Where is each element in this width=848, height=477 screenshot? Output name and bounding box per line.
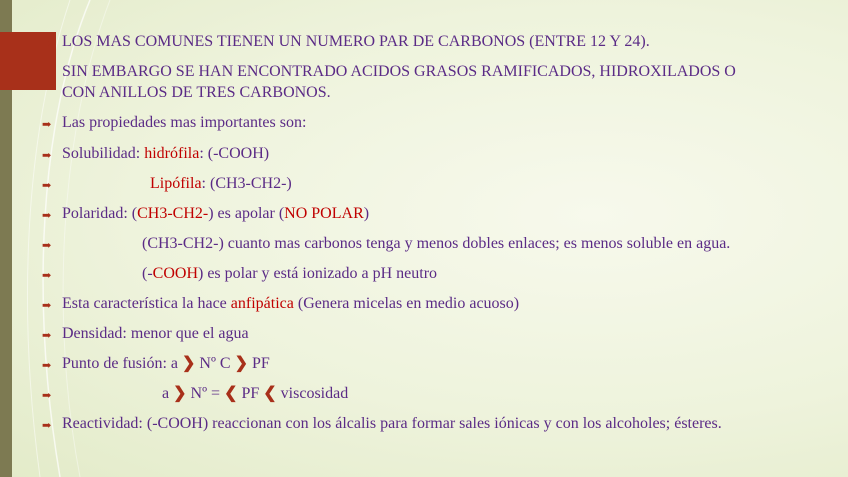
arrow-bullet-icon: ➡ <box>42 210 52 222</box>
list-item: ➡ Densidad: menor que el agua <box>42 324 249 346</box>
list-item: ➡ Reactividad: (-COOH) reaccionan con los álcalis para formar sales iónicas y con los alcoholes; ésteres. <box>42 414 722 436</box>
list-item: ➡ Polaridad: (CH3-CH2-) es apolar (NO POLAR) <box>42 204 369 226</box>
increase-arrow-icon: ❯ <box>234 355 252 372</box>
list-item: ➡ (CH3-CH2-) cuanto mas carbonos tenga y menos dobles enlaces; es menos soluble en agua. <box>42 234 730 256</box>
list-item: SIN EMBARGO SE HAN ENCONTRADO ACIDOS GRASOS RAMIFICADOS, HIDROXILADOS O <box>62 63 736 80</box>
list-item: ➡ Esta característica la hace anfipática (Genera micelas en medio acuoso) <box>42 294 519 316</box>
decrease-arrow-icon: ❮ <box>263 385 281 402</box>
arrow-bullet-icon: ➡ <box>42 38 52 50</box>
list-item: ➡ Las propiedades mas importantes son: <box>42 113 306 135</box>
arrow-bullet-icon: ➡ <box>42 240 52 252</box>
list-item: ➡ (-COOH) es polar y está ionizado a pH neutro <box>42 264 437 286</box>
list-item: ➡ LOS MAS COMUNES TIENEN UN NUMERO PAR DE CARBONOS (ENTRE 12 Y 24). <box>42 32 650 54</box>
list-item: ➡ Punto de fusión: a ❯ Nº C ❯ PF <box>42 354 270 376</box>
arrow-bullet-icon: ➡ <box>42 119 52 131</box>
arrow-bullet-icon: ➡ <box>42 180 52 192</box>
arrow-bullet-icon: ➡ <box>42 270 52 282</box>
increase-arrow-icon: ❯ <box>173 385 191 402</box>
arrow-bullet-icon: ➡ <box>42 420 52 432</box>
arrow-bullet-icon: ➡ <box>42 300 52 312</box>
list-item: ➡ Solubilidad: hidrófila: (-COOH) <box>42 144 269 166</box>
list-item: CON ANILLOS DE TRES CARBONOS. <box>62 84 331 101</box>
decrease-arrow-icon: ❮ <box>224 385 242 402</box>
arrow-bullet-icon: ➡ <box>42 330 52 342</box>
list-item: ➡ a ❯ Nº = ❮ PF ❮ viscosidad <box>42 384 348 406</box>
increase-arrow-icon: ❯ <box>182 355 200 372</box>
arrow-bullet-icon: ➡ <box>42 360 52 372</box>
arrow-bullet-icon: ➡ <box>42 390 52 402</box>
list-item: ➡ Lipófila: (CH3-CH2-) <box>42 174 292 196</box>
arrow-bullet-icon: ➡ <box>42 150 52 162</box>
